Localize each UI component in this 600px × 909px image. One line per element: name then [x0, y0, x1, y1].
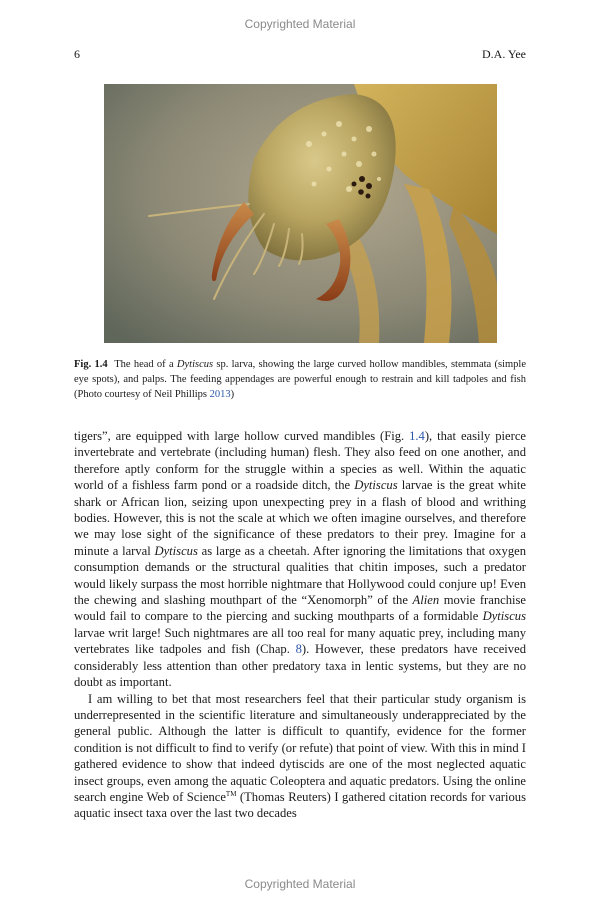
- paragraph: [74, 691, 526, 822]
- italic-genus: Dytiscus: [354, 478, 398, 493]
- caption-genus: Dytiscus: [176, 359, 214, 370]
- italic-genus: Dytiscus: [154, 543, 198, 558]
- author-running-head: D.A. Yee: [481, 47, 526, 61]
- citation-link[interactable]: 2013: [209, 389, 231, 400]
- text-run: as large as a cheetah. After ignoring the limitations that oxygen consumption demands or the structural qualities that chitin imposes, such a predator would likely surpass the most horrible nightmare that Hollywood could conjure up! Even the chewing and slashing mouthpart of the “Xenomorph” of the: [74, 543, 527, 608]
- figure-caption: [74, 357, 526, 402]
- text-run: tigers”, are equipped with large hollow curved mandibles (Fig.: [74, 429, 410, 443]
- text-run: ). However, these predators have received considerably less attention than other predatory taxa in lentic systems, but they are no doubt as important.: [74, 642, 526, 690]
- caption-text: The head of a: [114, 359, 177, 370]
- italic-genus: Dytiscus: [482, 609, 526, 624]
- copyright-watermark-top: Copyrighted Material: [244, 17, 356, 31]
- figure-reference-link[interactable]: 1.4: [409, 429, 425, 443]
- caption-text: sp. larva, showing the large curved hollow mandibles, stemmata (simple eye spots), and palps. The feeding appendages are powerful enough to restrain and kill tadpoles and fish (Photo courtesy of Neil Phillips: [74, 359, 526, 400]
- text-run: (Thomas Reuters) I gathered citation records for various aquatic insect taxa over the last two decades: [74, 789, 526, 821]
- text-run: larvae is the great white shark or African lion, seizing upon unexpecting prey in a flash of blood and writhing bodies. However, this is not the scale at which we often imagine ourselves, and therefore we may lose sight of the significance of these predators to their prey. Imagine for a minute a larval: [74, 478, 527, 558]
- caption-text: ): [230, 389, 235, 400]
- larva-head-photo: [104, 84, 497, 343]
- text-run: movie franchise would fail to compare to the piercing and sucking mouthparts of a formidable: [74, 593, 526, 624]
- chapter-reference-link[interactable]: 8: [295, 642, 302, 657]
- trademark: TM: [225, 789, 237, 798]
- paragraph: [74, 428, 526, 691]
- italic-title: Alien: [412, 593, 440, 608]
- text-run: larvae writ large! Such nightmares are all too real for many aquatic prey, including many vertebrates like tadpoles and fish (Chap.: [74, 625, 526, 657]
- figure-label: Fig. 1.4: [74, 359, 108, 370]
- page-number: 6: [74, 47, 80, 61]
- larva-head-illustration: [104, 84, 497, 343]
- text-run: ), that easily pierce invertebrate and vertebrate (including human) flesh. They also feed on one another, and therefore aptly conform for the struggle within a species as well. Within the aquatic world of a fishless farm pond or a roadside ditch, the: [74, 429, 527, 493]
- text-run: I am willing to bet that most researchers feel that their particular study organism is underrepresented in the scientific literature and simultaneously underappreciated by the general public. Although the latter is difficult to quantify, evidence for the former condition is not difficult to find to verify (or refute) that point of view. With this in mind I gathered evidence to show that indeed dytiscids are one of the most neglected aquatic insect groups, even among the aquatic Coleoptera and aquatic predators. Using the online search engine Web of Science: [74, 691, 526, 804]
- running-head: [74, 47, 526, 63]
- body-text: [74, 428, 526, 822]
- copyright-watermark-bottom: Copyrighted Material: [244, 877, 356, 891]
